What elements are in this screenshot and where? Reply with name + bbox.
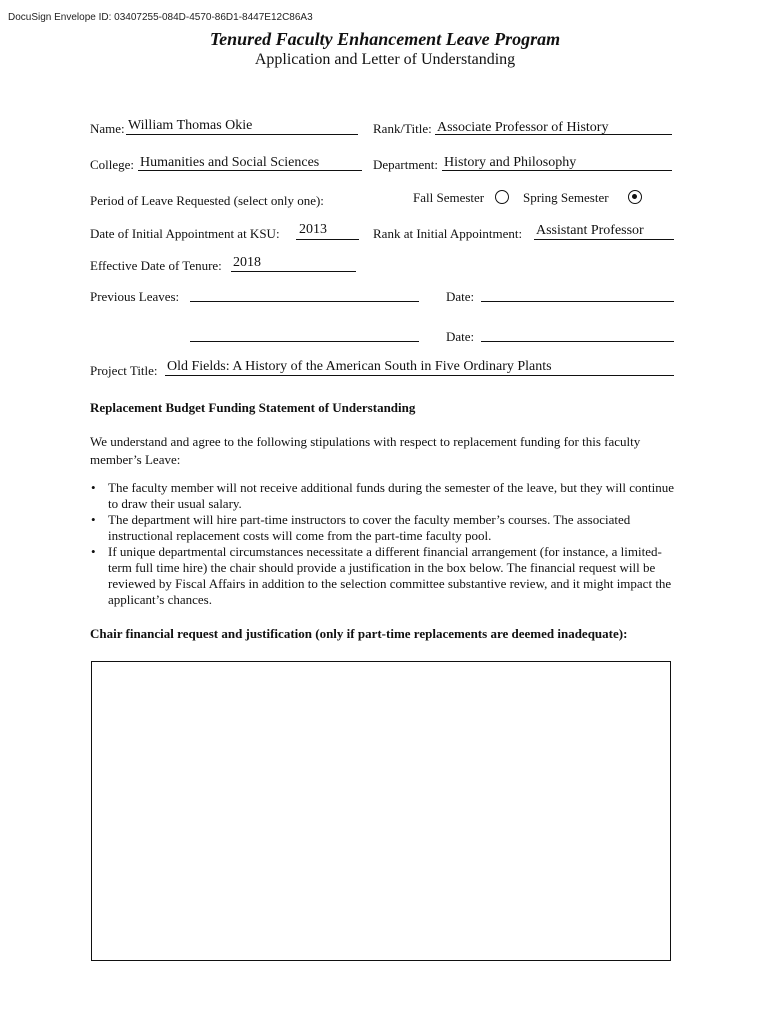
stipulation-item: • The department will hire part-time instructors to cover the faculty member’s courses. The associated instructional replacement costs will come from the part-time faculty pool. bbox=[90, 512, 680, 544]
stipulation-item: • If unique departmental circumstances necessitate a different financial arrangement (for instance, a limited-term full time hire) the chair should provide a justification in the box below. The financial request will be reviewed by Fiscal Affairs in addition to the selection committee substantive review, and it might impact the applicant’s chances. bbox=[90, 544, 680, 608]
fall-semester-radio[interactable] bbox=[495, 190, 509, 204]
college-label: College: bbox=[90, 157, 135, 172]
project-title-underline bbox=[165, 375, 674, 376]
previous-leaves-field-1[interactable] bbox=[190, 301, 419, 302]
department-field[interactable]: History and Philosophy bbox=[444, 155, 577, 170]
chair-justification-box[interactable] bbox=[91, 661, 671, 961]
previous-leaves-date-field-2[interactable] bbox=[481, 341, 674, 342]
period-label: Period of Leave Requested (select only one): bbox=[90, 193, 324, 208]
initial-appointment-field[interactable]: 2013 bbox=[299, 222, 327, 237]
college-field[interactable]: Humanities and Social Sciences bbox=[140, 155, 320, 170]
previous-leaves-field-2[interactable] bbox=[190, 341, 419, 342]
tenure-field[interactable]: 2018 bbox=[233, 255, 261, 270]
project-title-label: Project Title: bbox=[90, 363, 158, 378]
spring-semester-radio[interactable] bbox=[628, 190, 642, 204]
chair-request-heading: Chair financial request and justification (only if part-time replacements are deemed inadequate): bbox=[90, 626, 628, 641]
initial-rank-field[interactable]: Assistant Professor bbox=[536, 223, 644, 238]
department-label: Department: bbox=[373, 157, 438, 172]
tenure-label: Effective Date of Tenure: bbox=[90, 258, 222, 273]
envelope-id: DocuSign Envelope ID: 03407255-084D-4570-86D1-8447E12C86A3 bbox=[8, 12, 313, 23]
page-title: Tenured Faculty Enhancement Leave Program bbox=[209, 29, 561, 49]
name-field[interactable]: William Thomas Okie bbox=[128, 118, 253, 133]
name-label: Name: bbox=[90, 121, 125, 136]
previous-leaves-label: Previous Leaves: bbox=[90, 289, 180, 304]
rank-title-label: Rank/Title: bbox=[373, 121, 432, 136]
statement-intro: We understand and agree to the following stipulations with respect to replacement funding for this faculty member’s Leave: bbox=[90, 434, 641, 467]
initial-rank-underline bbox=[534, 239, 674, 240]
fall-semester-label: Fall Semester bbox=[413, 190, 485, 205]
name-underline bbox=[126, 134, 358, 135]
stipulation-list bbox=[90, 480, 680, 608]
statement-heading: Replacement Budget Funding Statement of Understanding bbox=[90, 400, 416, 415]
initial-appointment-label: Date of Initial Appointment at KSU: bbox=[90, 226, 280, 241]
tenure-underline bbox=[231, 271, 356, 272]
radio-selected-dot bbox=[632, 194, 637, 199]
previous-leaves-date-field-1[interactable] bbox=[481, 301, 674, 302]
spring-semester-label: Spring Semester bbox=[523, 190, 609, 205]
initial-rank-label: Rank at Initial Appointment: bbox=[373, 226, 523, 241]
rank-title-field[interactable]: Associate Professor of History bbox=[437, 120, 609, 135]
previous-leaves-date-label-2: Date: bbox=[446, 329, 475, 344]
previous-leaves-date-label-1: Date: bbox=[446, 289, 475, 304]
initial-appointment-underline bbox=[296, 239, 359, 240]
stipulation-item: • The faculty member will not receive additional funds during the semester of the leave, but they will continue to draw their usual salary. bbox=[90, 480, 680, 512]
project-title-field[interactable]: Old Fields: A History of the American South in Five Ordinary Plants bbox=[167, 359, 552, 374]
page-subtitle: Application and Letter of Understanding bbox=[254, 51, 516, 68]
